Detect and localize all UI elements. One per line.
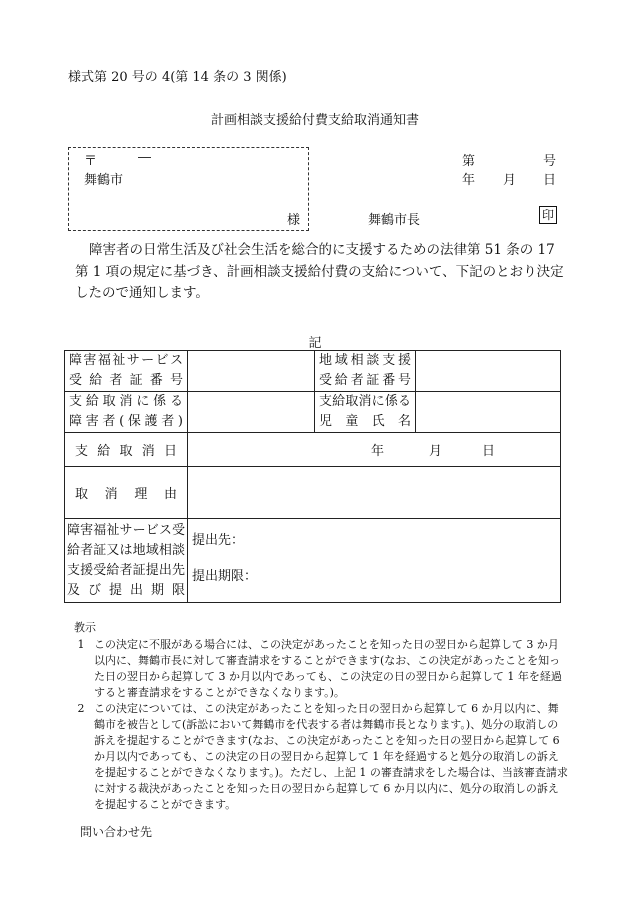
label-line: 障害福祉サービス (69, 353, 183, 368)
document-title: 計画相談支援給付費支給取消通知書 (210, 113, 419, 128)
label-line: 支援受給者証提出先 (67, 562, 185, 578)
label-line: 障害福祉サービス受 (67, 522, 185, 538)
label-line: 支給取消に係る (319, 394, 411, 409)
label-cell (315, 351, 416, 392)
info-table (64, 350, 561, 603)
value-cell-service-cert-number[interactable] (188, 351, 315, 392)
label-line: 給者証又は地域相談 (67, 542, 185, 558)
postal-dash: ― (138, 150, 151, 165)
postal-mark: 〒 (84, 154, 98, 169)
date-day: 日 (543, 173, 557, 188)
cancel-date-year: 年 (371, 443, 385, 459)
note-number: 1 (77, 638, 85, 651)
submit-deadline-label: 提出期限： (192, 569, 258, 584)
value-cell-disabled-person[interactable] (188, 392, 315, 433)
table-row (65, 392, 561, 433)
value-cell-submission[interactable] (188, 519, 561, 603)
table-row (65, 433, 561, 467)
issuer-name: 舞鶴市長 (368, 213, 421, 228)
label-cell (315, 392, 416, 433)
table-row (65, 351, 561, 392)
label-cell (65, 433, 188, 467)
recipient-honorific: 様 (287, 213, 301, 228)
submit-to-label: 提出先： (192, 533, 245, 548)
note-item (68, 637, 568, 701)
note-item (68, 701, 568, 813)
doc-number-go: 号 (543, 154, 557, 169)
body-paragraph: 障害者の日常生活及び社会生活を総合的に支援するための法律第 51 条の 17 第 1 項の規定に基づき、計画相談支援給付費の支給について、下記のとおり決定したので通知します。 (75, 242, 564, 301)
value-cell-cancel-reason[interactable] (188, 467, 561, 519)
label-line: 及び提出期限 (67, 582, 185, 598)
doc-number-dai: 第 (462, 154, 476, 169)
seal-mark: 印 (539, 206, 557, 224)
note-text: この決定については、この決定があったことを知った日の翌日から起算して 6 か月以内に、舞鶴市を被告として(訴訟において舞鶴市を代表する者は舞鶴市長となります。)、処分の取消しの訴えを提起することができます(なお、この決定があったことを知った日の翌日から起算して 6 か月以内であっても、この決定の日の翌日から起算して 1 年を経過すると処分の取消しの訴えを提起することができなくなります。)。ただし、上記 1 の審査請求をした場合は、当該審査請求に対する裁決があったことを知った日の翌日から起算して 6 か月以内に、処分の取消しの訴えを提起することができます。 (94, 702, 568, 811)
label-cell (65, 467, 188, 519)
note-text: この決定に不服がある場合には、この決定があったことを知った日の翌日から起算して 3 か月以内に、舞鶴市長に対して審査請求をすることができます(なお、この決定があったことを知った日の翌日から起算して 3 か月以内であっても、この決定の日の翌日から起算して 1 年を経過すると審査請求をすることができなくなります。)。 (94, 638, 562, 699)
label-line: 障害者(保護者) (69, 414, 183, 429)
value-cell-child-name[interactable] (416, 392, 561, 433)
label-line: 受給者証番号 (319, 373, 411, 388)
note-number: 2 (77, 702, 85, 715)
value-cell-cancel-date[interactable] (188, 433, 561, 467)
label-line: 支給取消に係る (69, 394, 183, 409)
value-cell-community-cert-number[interactable] (416, 351, 561, 392)
cancel-date-day: 日 (482, 443, 496, 459)
label-cell (65, 392, 188, 433)
label-line: 取消理由 (75, 487, 177, 502)
label-cell (65, 351, 188, 392)
notes-heading: 教示 (74, 621, 96, 634)
form-number: 様式第 20 号の 4(第 14 条の 3 関係) (68, 70, 287, 85)
cancel-date-month: 月 (429, 443, 443, 459)
notes-section (68, 620, 568, 813)
label-line: 児童氏名 (319, 414, 411, 429)
label-cell (65, 519, 188, 603)
ki-label: 記 (308, 336, 322, 351)
address-box (68, 147, 309, 231)
label-line: 受給者証番号 (69, 373, 183, 388)
table-row (65, 519, 561, 603)
label-line: 地域相談支援 (319, 353, 411, 368)
contact-label: 問い合わせ先 (80, 825, 153, 839)
date-month: 月 (503, 173, 517, 188)
date-year: 年 (462, 173, 476, 188)
recipient-city: 舞鶴市 (84, 173, 124, 188)
table-row (65, 467, 561, 519)
label-line: 支給取消日 (75, 444, 177, 459)
